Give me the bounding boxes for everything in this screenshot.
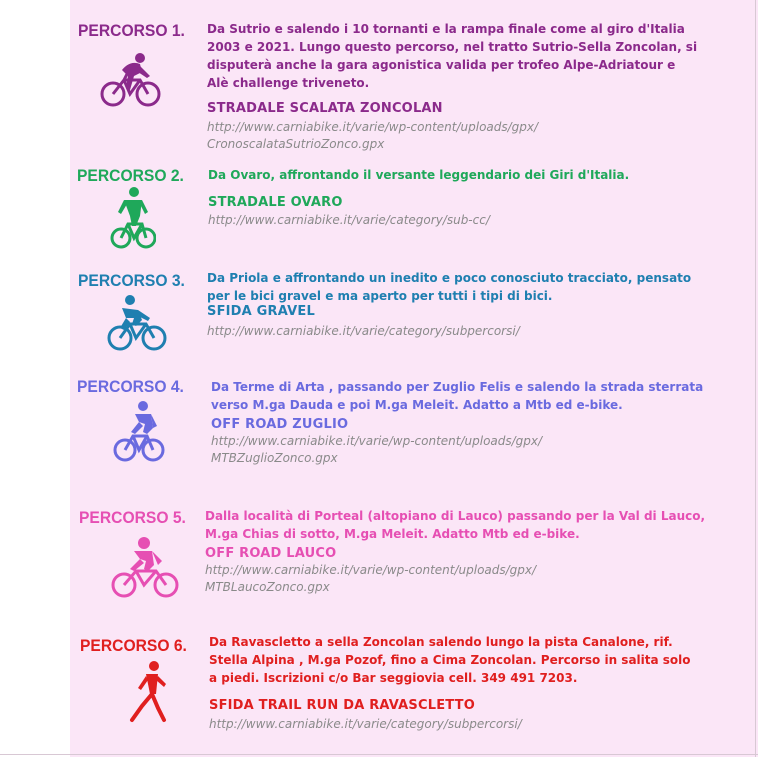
percorso-4-link[interactable] [211, 433, 542, 467]
percorso-1-desc-line: disputerà anche la gara agonistica valida per trofeo Alpe-Adriatour e [207, 58, 676, 72]
percorso-2-route-name: STRADALE OVARO [208, 195, 343, 210]
percorso-4-desc-line: verso M.ga Dauda e poi M.ga Meleit. Adatto a Mtb ed e-bike. [211, 398, 623, 412]
percorso-5-desc-line: Dalla località di Porteal (altopiano di Lauco) passando per la Val di Lauco, [205, 509, 706, 523]
percorso-2-desc-line: Da Ovaro, affrontando il versante leggendario dei Giri d'Italia. [208, 168, 630, 182]
percorso-6-link[interactable] [209, 716, 522, 733]
percorso-2-link[interactable] [208, 212, 490, 229]
percorso-1-link-line: CronoscalataSutrioZonco.gpx [207, 137, 385, 151]
percorso-5-description [205, 507, 705, 543]
percorso-4-desc-line: Da Terme di Arta , passando per Zuglio Felis e salendo la strada sterrata [211, 380, 704, 394]
percorso-4-link-line: http://www.carniabike.it/varie/wp-content/uploads/gpx/ [211, 434, 543, 448]
percorso-6-route-name: SFIDA TRAIL RUN DA RAVASCLETTO [209, 698, 475, 713]
percorso-1-link-line: http://www.carniabike.it/varie/wp-content/uploads/gpx/ [207, 120, 539, 134]
cyclist-gravel-icon [106, 292, 168, 354]
percorso-1-desc-line: Da Sutrio e salendo i 10 tornanti e la rampa finale come al giro d'Italia [207, 22, 685, 36]
percorso-4-title: PERCORSO 4. [77, 377, 184, 396]
percorso-1-title: PERCORSO 1. [78, 21, 185, 40]
percorso-6-title: PERCORSO 6. [80, 636, 187, 655]
percorso-1-desc-line: 2003 e 2021. Lungo questo percorso, nel tratto Sutrio-Sella Zoncolan, si [207, 40, 698, 54]
runner-icon [128, 660, 168, 728]
percorso-4-link-line: MTBZuglioZonco.gpx [211, 451, 338, 465]
page-border-right [755, 0, 756, 757]
percorso-5-desc-line: M.ga Chias di sotto, M.ga Meleit. Adatto Mtb ed e-bike. [205, 527, 580, 541]
percorso-3-desc-line: Da Priola e affrontando un inedito e poco conosciuto tracciato, pensato [207, 271, 692, 285]
percorso-1-description [207, 20, 697, 92]
page-border-bottom [0, 754, 758, 755]
percorso-3-route-name: SFIDA GRAVEL [207, 304, 315, 319]
percorso-5-title: PERCORSO 5. [79, 508, 186, 527]
mountain-biker-icon [113, 398, 165, 464]
mountain-biker-icon [110, 535, 182, 599]
percorso-4-route-name: OFF ROAD ZUGLIO [211, 417, 349, 432]
percorso-5-route-name: OFF ROAD LAUCO [205, 546, 337, 561]
percorso-1-desc-line: Alè challenge triveneto. [207, 76, 370, 90]
percorso-3-description [207, 269, 691, 305]
percorso-3-desc-line: per le bici gravel e ma aperto per tutti i tipi di bici. [207, 289, 553, 303]
cyclist-road-icon [100, 50, 162, 110]
percorso-2-description [208, 166, 629, 184]
percorso-4-description [211, 378, 703, 414]
percorso-2-title: PERCORSO 2. [77, 166, 184, 185]
percorso-6-desc-line: Da Ravascletto a sella Zoncolan salendo lungo la pista Canalone, rif. [209, 635, 673, 649]
percorso-5-link[interactable] [205, 562, 536, 596]
percorso-6-desc-line: Stella Alpina , M.ga Pozof, fino a Cima Zoncolan. Percorso in salita solo [209, 653, 691, 667]
percorso-6-desc-line: a piedi. Iscrizioni c/o Bar seggiovia cell. 349 491 7203. [209, 671, 578, 685]
percorso-6-link-line: http://www.carniabike.it/varie/category/subpercorsi/ [209, 717, 522, 731]
percorso-5-link-line: http://www.carniabike.it/varie/wp-content/uploads/gpx/ [205, 563, 537, 577]
percorso-1-link[interactable] [207, 119, 538, 153]
percorso-5-link-line: MTBLaucoZonco.gpx [205, 580, 330, 594]
percorso-1-route-name: STRADALE SCALATA ZONCOLAN [207, 101, 443, 116]
cyclist-road-icon [110, 186, 156, 250]
percorso-2-link-line: http://www.carniabike.it/varie/category/sub-cc/ [208, 213, 490, 227]
percorso-6-description [209, 633, 691, 687]
percorso-3-title: PERCORSO 3. [78, 271, 185, 290]
percorso-3-link-line: http://www.carniabike.it/varie/category/subpercorsi/ [207, 324, 520, 338]
percorso-3-link[interactable] [207, 323, 520, 340]
